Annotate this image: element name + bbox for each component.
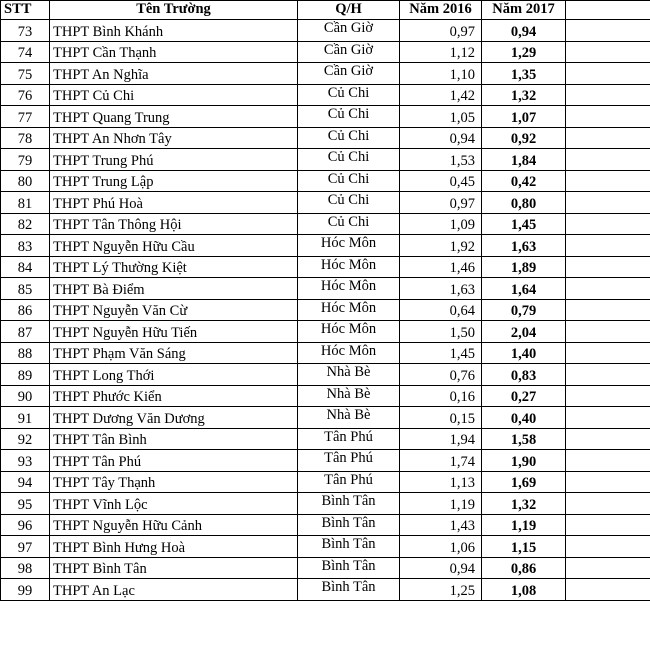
- table-row: [1, 299, 650, 321]
- row-score-2016: 0,97: [400, 20, 482, 42]
- row-extra-cell: [566, 84, 650, 106]
- row-school-name: THPT Nguyễn Hữu Tiến: [50, 321, 298, 343]
- row-district: Củ Chi: [298, 192, 400, 214]
- row-school-name: THPT Nguyễn Hữu Cầu: [50, 235, 298, 257]
- row-score-2016: 1,06: [400, 536, 482, 558]
- row-extra-cell: [566, 514, 650, 536]
- table-row: [1, 514, 650, 536]
- table-row: [1, 278, 650, 300]
- row-score-2016: 0,94: [400, 557, 482, 579]
- row-school-name: THPT An Lạc: [50, 579, 298, 601]
- row-school-name: THPT Trung Lập: [50, 170, 298, 192]
- row-score-2016: 1,53: [400, 149, 482, 171]
- table-row: [1, 364, 650, 386]
- row-district: Củ Chi: [298, 170, 400, 192]
- row-score-2017: 0,27: [482, 385, 566, 407]
- header-stt: STT: [1, 1, 50, 20]
- row-score-2016: 1,05: [400, 106, 482, 128]
- row-district: Tân Phú: [298, 450, 400, 472]
- row-score-2017: 1,40: [482, 342, 566, 364]
- row-district: Củ Chi: [298, 127, 400, 149]
- row-score-2016: 0,16: [400, 385, 482, 407]
- row-score-2017: 1,29: [482, 41, 566, 63]
- row-district: Hóc Môn: [298, 299, 400, 321]
- row-score-2017: 0,86: [482, 557, 566, 579]
- table-row: [1, 342, 650, 364]
- header-extra: [566, 1, 650, 20]
- row-school-name: THPT Phước Kiển: [50, 385, 298, 407]
- table-row: [1, 192, 650, 214]
- table-row: [1, 149, 650, 171]
- row-stt: 87: [1, 321, 50, 343]
- row-score-2017: 1,35: [482, 63, 566, 85]
- row-score-2017: 0,79: [482, 299, 566, 321]
- row-score-2016: 0,64: [400, 299, 482, 321]
- row-stt: 91: [1, 407, 50, 429]
- row-score-2016: 0,15: [400, 407, 482, 429]
- row-extra-cell: [566, 20, 650, 42]
- header-year-2017: Năm 2017: [482, 1, 566, 20]
- row-school-name: THPT Cần Thạnh: [50, 41, 298, 63]
- row-extra-cell: [566, 471, 650, 493]
- row-district: Hóc Môn: [298, 256, 400, 278]
- row-school-name: THPT Tân Phú: [50, 450, 298, 472]
- row-score-2016: 1,50: [400, 321, 482, 343]
- row-stt: 83: [1, 235, 50, 257]
- row-score-2017: 1,15: [482, 536, 566, 558]
- row-district: Tân Phú: [298, 428, 400, 450]
- table-row: [1, 321, 650, 343]
- row-district: Nhà Bè: [298, 364, 400, 386]
- row-school-name: THPT An Nhơn Tây: [50, 127, 298, 149]
- table-row: [1, 213, 650, 235]
- table-row: [1, 450, 650, 472]
- row-school-name: THPT Bình Tân: [50, 557, 298, 579]
- row-district: Bình Tân: [298, 557, 400, 579]
- row-extra-cell: [566, 557, 650, 579]
- row-score-2016: 1,92: [400, 235, 482, 257]
- row-score-2017: 1,89: [482, 256, 566, 278]
- row-stt: 96: [1, 514, 50, 536]
- row-school-name: THPT Phú Hoà: [50, 192, 298, 214]
- row-school-name: THPT Lý Thường Kiệt: [50, 256, 298, 278]
- row-extra-cell: [566, 579, 650, 601]
- row-score-2016: 1,13: [400, 471, 482, 493]
- row-extra-cell: [566, 407, 650, 429]
- table-row: [1, 579, 650, 601]
- table-row: [1, 256, 650, 278]
- row-score-2017: 1,45: [482, 213, 566, 235]
- row-school-name: THPT Long Thới: [50, 364, 298, 386]
- row-score-2017: 1,32: [482, 84, 566, 106]
- row-school-name: THPT Củ Chi: [50, 84, 298, 106]
- row-score-2017: 1,32: [482, 493, 566, 515]
- row-district: Nhà Bè: [298, 385, 400, 407]
- table-row: [1, 536, 650, 558]
- row-stt: 89: [1, 364, 50, 386]
- row-stt: 78: [1, 127, 50, 149]
- row-school-name: THPT Bình Khánh: [50, 20, 298, 42]
- row-district: Bình Tân: [298, 579, 400, 601]
- row-score-2017: 1,63: [482, 235, 566, 257]
- row-score-2016: 1,19: [400, 493, 482, 515]
- row-extra-cell: [566, 192, 650, 214]
- table-row: [1, 20, 650, 42]
- row-score-2016: 1,63: [400, 278, 482, 300]
- row-extra-cell: [566, 342, 650, 364]
- row-extra-cell: [566, 450, 650, 472]
- header-year-2016: Năm 2016: [400, 1, 482, 20]
- row-stt: 98: [1, 557, 50, 579]
- table-row: [1, 235, 650, 257]
- row-score-2017: 1,19: [482, 514, 566, 536]
- row-extra-cell: [566, 493, 650, 515]
- row-stt: 77: [1, 106, 50, 128]
- header-district: Q/H: [298, 1, 400, 20]
- row-stt: 84: [1, 256, 50, 278]
- row-stt: 92: [1, 428, 50, 450]
- row-extra-cell: [566, 127, 650, 149]
- row-extra-cell: [566, 256, 650, 278]
- row-score-2016: 1,43: [400, 514, 482, 536]
- row-score-2016: 1,74: [400, 450, 482, 472]
- row-score-2017: 1,58: [482, 428, 566, 450]
- row-score-2016: 0,94: [400, 127, 482, 149]
- row-stt: 85: [1, 278, 50, 300]
- row-district: Hóc Môn: [298, 235, 400, 257]
- row-score-2017: 0,94: [482, 20, 566, 42]
- row-stt: 95: [1, 493, 50, 515]
- row-score-2017: 1,07: [482, 106, 566, 128]
- row-school-name: THPT Dương Văn Dương: [50, 407, 298, 429]
- row-stt: 94: [1, 471, 50, 493]
- row-stt: 82: [1, 213, 50, 235]
- row-school-name: THPT Quang Trung: [50, 106, 298, 128]
- row-score-2017: 1,64: [482, 278, 566, 300]
- row-district: Củ Chi: [298, 106, 400, 128]
- row-school-name: THPT Trung Phú: [50, 149, 298, 171]
- row-extra-cell: [566, 63, 650, 85]
- row-district: Bình Tân: [298, 536, 400, 558]
- row-extra-cell: [566, 299, 650, 321]
- table-row: [1, 493, 650, 515]
- row-district: Củ Chi: [298, 84, 400, 106]
- table-row: [1, 471, 650, 493]
- row-extra-cell: [566, 235, 650, 257]
- row-extra-cell: [566, 170, 650, 192]
- row-stt: 97: [1, 536, 50, 558]
- row-district: Tân Phú: [298, 471, 400, 493]
- row-stt: 79: [1, 149, 50, 171]
- row-school-name: THPT An Nghĩa: [50, 63, 298, 85]
- row-district: Hóc Môn: [298, 321, 400, 343]
- row-score-2016: 1,25: [400, 579, 482, 601]
- row-score-2017: 0,80: [482, 192, 566, 214]
- row-stt: 88: [1, 342, 50, 364]
- row-score-2017: 0,42: [482, 170, 566, 192]
- row-extra-cell: [566, 321, 650, 343]
- row-stt: 86: [1, 299, 50, 321]
- row-school-name: THPT Tân Bình: [50, 428, 298, 450]
- table-row: [1, 385, 650, 407]
- row-stt: 99: [1, 579, 50, 601]
- row-extra-cell: [566, 364, 650, 386]
- row-score-2017: 0,92: [482, 127, 566, 149]
- row-score-2016: 0,97: [400, 192, 482, 214]
- row-extra-cell: [566, 428, 650, 450]
- row-district: Cần Giờ: [298, 63, 400, 85]
- row-district: Cần Giờ: [298, 41, 400, 63]
- row-score-2016: 0,45: [400, 170, 482, 192]
- row-district: Hóc Môn: [298, 278, 400, 300]
- row-score-2017: 0,83: [482, 364, 566, 386]
- row-school-name: THPT Nguyễn Hữu Cảnh: [50, 514, 298, 536]
- row-score-2016: 1,10: [400, 63, 482, 85]
- table-row: [1, 84, 650, 106]
- table-row: [1, 407, 650, 429]
- row-stt: 75: [1, 63, 50, 85]
- table-row: [1, 428, 650, 450]
- row-school-name: THPT Nguyễn Văn Cừ: [50, 299, 298, 321]
- row-extra-cell: [566, 41, 650, 63]
- row-score-2016: 1,46: [400, 256, 482, 278]
- row-stt: 76: [1, 84, 50, 106]
- row-district: Hóc Môn: [298, 342, 400, 364]
- row-district: Cần Giờ: [298, 20, 400, 42]
- row-stt: 90: [1, 385, 50, 407]
- row-extra-cell: [566, 385, 650, 407]
- table-header-row: [1, 1, 650, 20]
- row-extra-cell: [566, 149, 650, 171]
- row-extra-cell: [566, 106, 650, 128]
- row-stt: 93: [1, 450, 50, 472]
- row-score-2017: 1,08: [482, 579, 566, 601]
- row-score-2016: 1,42: [400, 84, 482, 106]
- row-district: Củ Chi: [298, 213, 400, 235]
- row-score-2016: 1,12: [400, 41, 482, 63]
- row-extra-cell: [566, 213, 650, 235]
- row-school-name: THPT Tân Thông Hội: [50, 213, 298, 235]
- row-district: Củ Chi: [298, 149, 400, 171]
- table-row: [1, 106, 650, 128]
- row-stt: 81: [1, 192, 50, 214]
- table-row: [1, 170, 650, 192]
- row-district: Nhà Bè: [298, 407, 400, 429]
- row-school-name: THPT Bình Hưng Hoà: [50, 536, 298, 558]
- row-stt: 80: [1, 170, 50, 192]
- row-school-name: THPT Vĩnh Lộc: [50, 493, 298, 515]
- row-district: Bình Tân: [298, 514, 400, 536]
- table-body: [1, 20, 650, 601]
- row-score-2017: 1,84: [482, 149, 566, 171]
- row-school-name: THPT Tây Thạnh: [50, 471, 298, 493]
- row-extra-cell: [566, 278, 650, 300]
- row-district: Bình Tân: [298, 493, 400, 515]
- row-score-2017: 1,90: [482, 450, 566, 472]
- header-school-name: Tên Trường: [50, 1, 298, 20]
- row-score-2016: 1,94: [400, 428, 482, 450]
- row-score-2017: 0,40: [482, 407, 566, 429]
- row-extra-cell: [566, 536, 650, 558]
- row-score-2016: 1,45: [400, 342, 482, 364]
- row-stt: 73: [1, 20, 50, 42]
- row-school-name: THPT Phạm Văn Sáng: [50, 342, 298, 364]
- row-score-2017: 1,69: [482, 471, 566, 493]
- row-school-name: THPT Bà Điểm: [50, 278, 298, 300]
- row-stt: 74: [1, 41, 50, 63]
- row-score-2017: 2,04: [482, 321, 566, 343]
- table-row: [1, 127, 650, 149]
- row-score-2016: 0,76: [400, 364, 482, 386]
- row-score-2016: 1,09: [400, 213, 482, 235]
- table-row: [1, 63, 650, 85]
- table-row: [1, 557, 650, 579]
- table-row: [1, 41, 650, 63]
